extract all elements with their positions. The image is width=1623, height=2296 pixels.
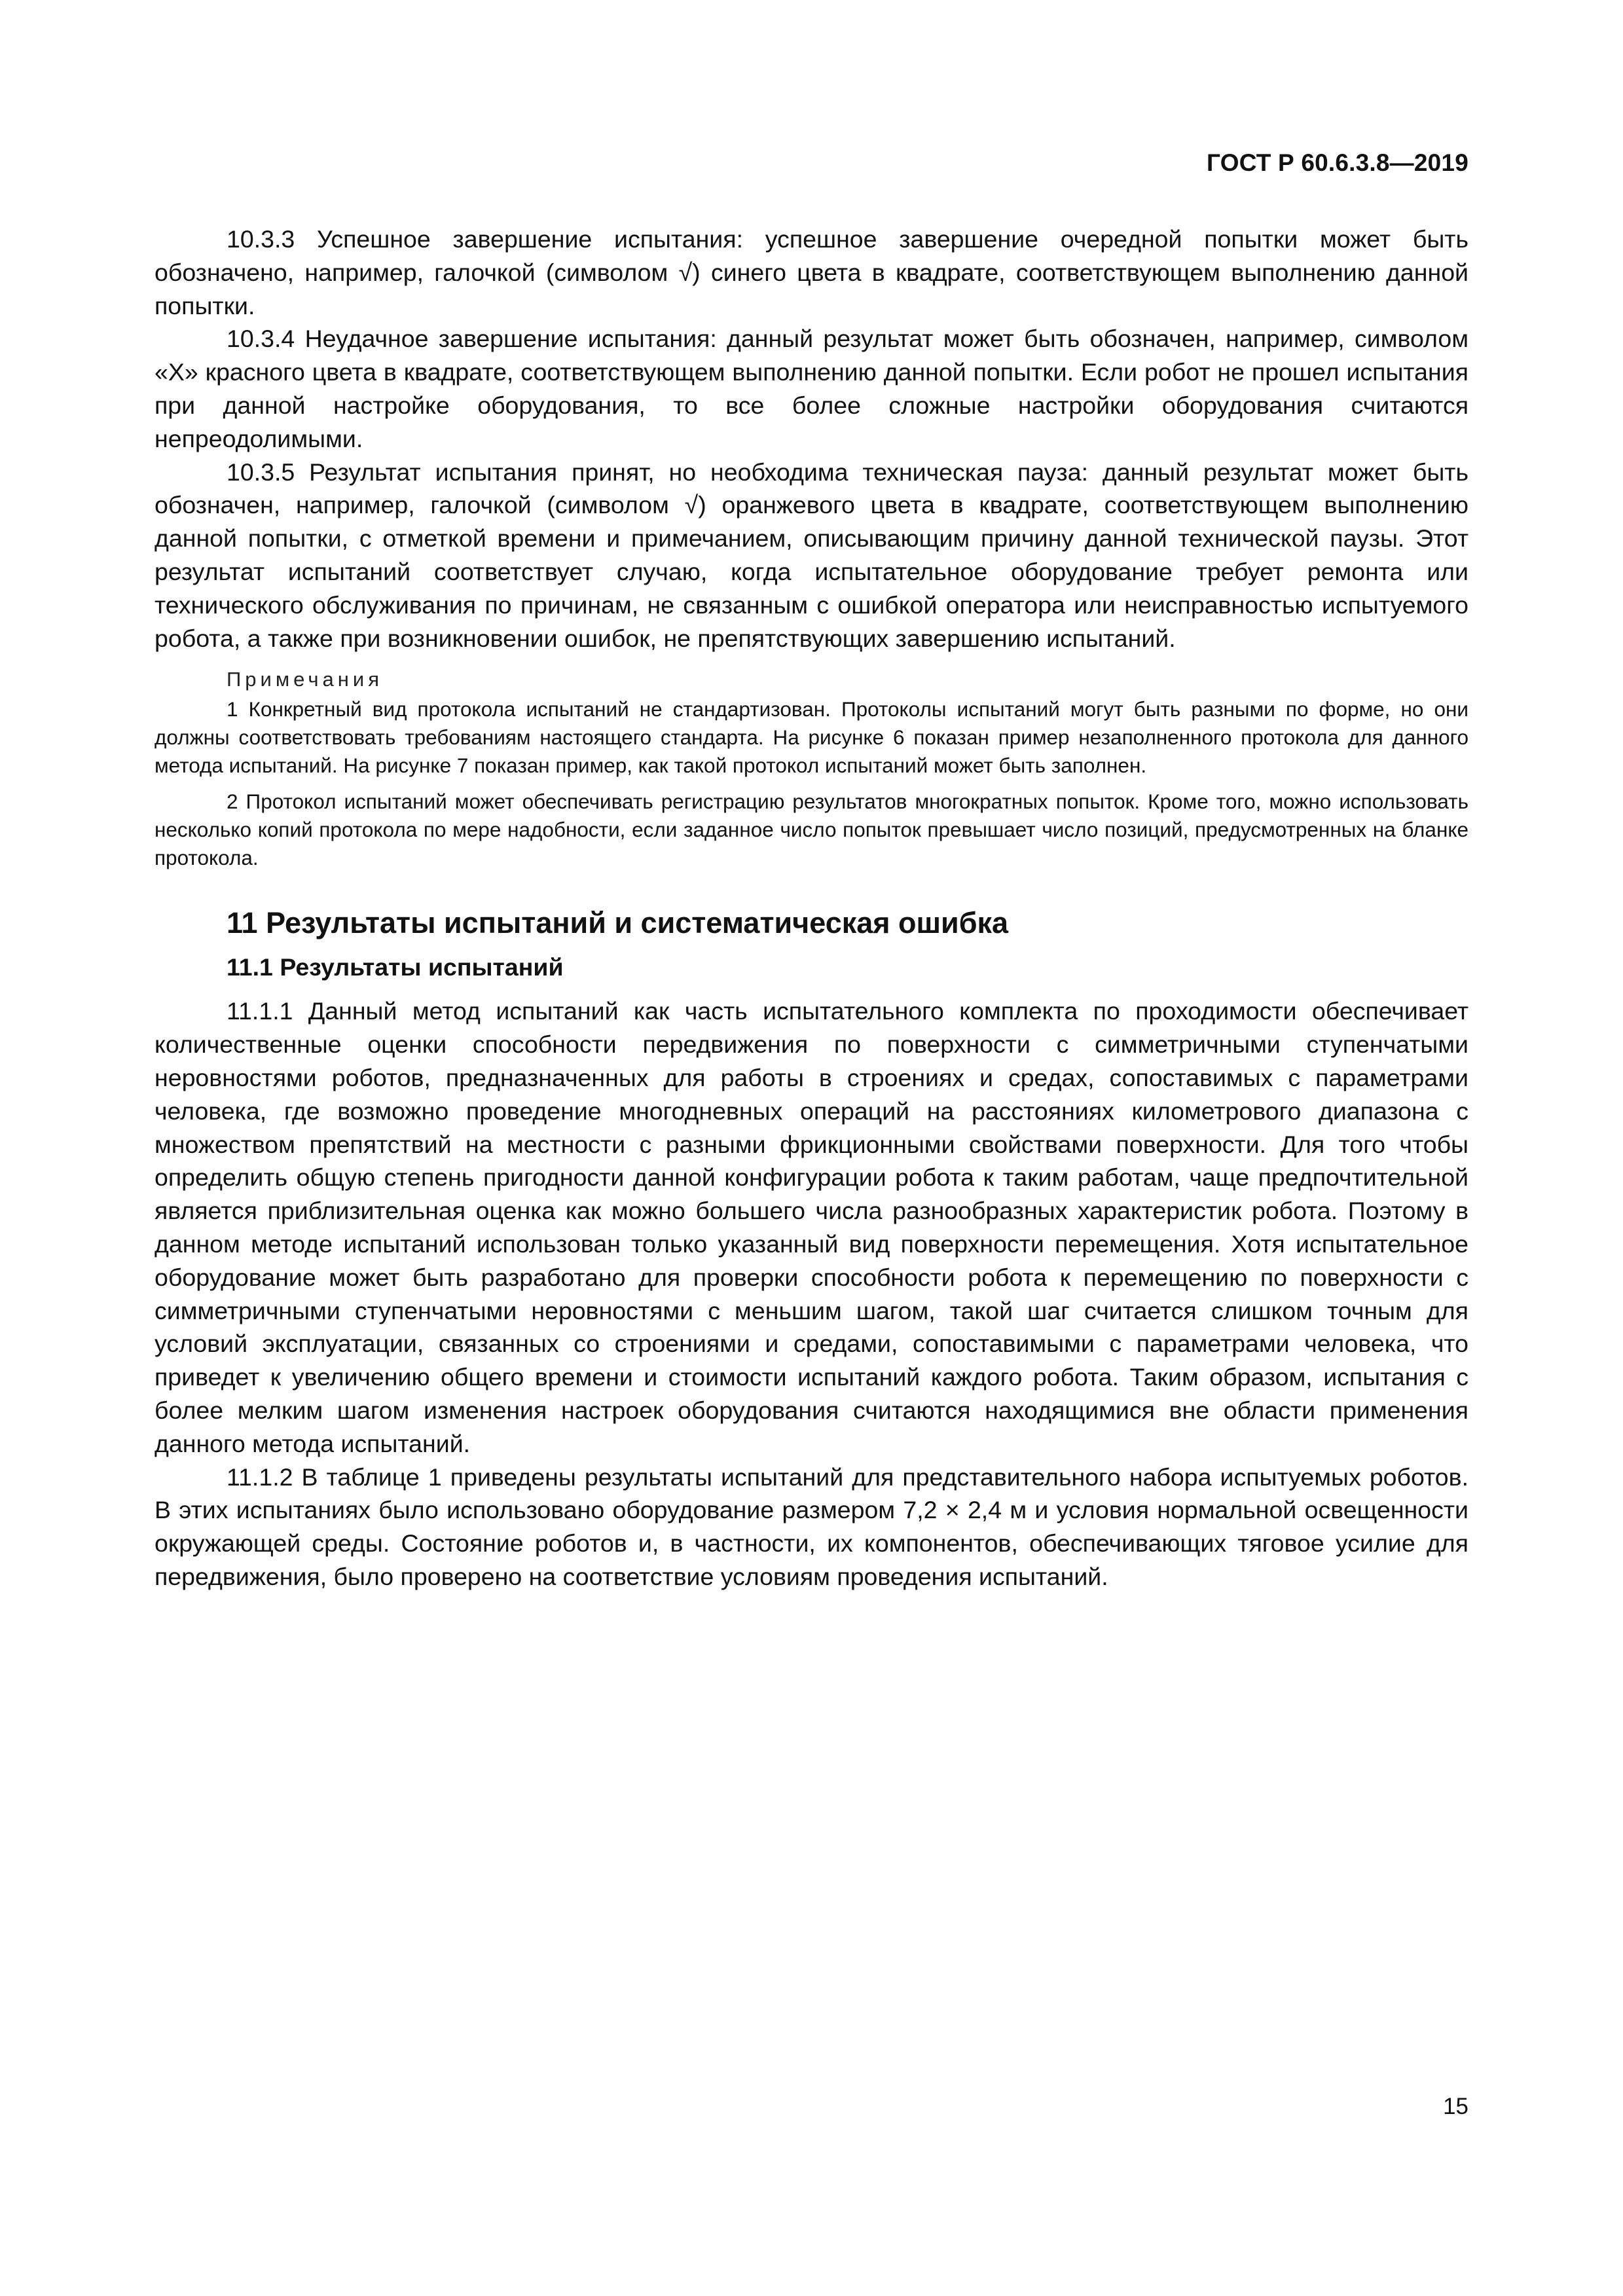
paragraph-10-3-4: 10.3.4 Неудачное завершение испытания: данный результат может быть обозначен, например, символом «Х» красного цвета в квадрате, соответствующем выполнению данной попытки. Если робот не прошел испытания при данной настройке оборудования, то все более сложные настройки оборудования считаются непреодолимыми.	[155, 325, 1468, 452]
note-1: 1 Конкретный вид протокола испытаний не стандартизован. Протоколы испытаний могут быть разными по форме, но они должны соответствовать требованиям настоящего стандарта. На рисунке 6 показан пример незаполненного протокола для данного метода испытаний. На рисунке 7 показан пример, как такой протокол испытаний может быть заполнен.	[155, 697, 1468, 778]
page-number: 15	[1443, 2094, 1468, 2119]
paragraph-10-3-5: 10.3.5 Результат испытания принят, но необходима техническая пауза: данный результат может быть обозначен, например, галочкой (символом √) оранжевого цвета в квадрате, соответствующем выполнению данной попытки, с отметкой времени и примечанием, описывающим причину данной технической паузы. Этот результат испытаний соответствует случаю, когда испытательное оборудование требует ремонта или технического обслуживания по причинам, не связанным с ошибкой оператора или неисправностью испытуемого робота, а также при возникновении ошибок, не препятствующих завершению испытаний.	[155, 458, 1468, 652]
paragraph-11-1-1: 11.1.1 Данный метод испытаний как часть испытательного комплекта по проходимости обеспечивает количественные оценки способности передвижения по поверхности с симметричными ступенчатыми неровностями роботов, предназначенных для работы в строениях и средах, сопоставимых с параметрами человека, где возможно проведение многодневных операций на расстояниях километрового диапазона с множеством препятствий на местности с разными фрикционными свойствами поверхности. Для того чтобы определить общую степень пригодности данной конфигурации робота к таким работам, чаще предпочтительной является приблизительная оценка как можно большего числа разнообразных характеристик робота. Поэтому в данном методе испытаний использован только указанный вид поверхности перемещения. Хотя испытательное оборудование может быть разработано для проверки способности робота к перемещению по поверхности с симметричными ступенчатыми неровностями с меньшим шагом, такой шаг считается слишком точным для условий эксплуатации, связанных со строениями и средами, сопоставимыми с параметрами человека, что приведет к увеличению общего времени и стоимости испытаний каждого робота. Таким образом, испытания с более мелким шагом изменения настроек оборудования считаются находящимися вне области применения данного метода испытаний.	[155, 997, 1468, 1457]
paragraph-10-3-3: 10.3.3 Успешное завершение испытания: успешное завершение очередной попытки может быть обозначено, например, галочкой (символом √) синего цвета в квадрате, соответствующем выполнению данной попытки.	[155, 225, 1468, 319]
subsection-heading-11-1: 11.1 Результаты испытаний	[227, 953, 564, 981]
document-code: ГОСТ Р 60.6.3.8—2019	[1207, 149, 1468, 176]
note-2: 2 Протокол испытаний может обеспечивать регистрацию результатов многократных попыток. Кроме того, можно использовать несколько копий протокола по мере надобности, если заданное число попыток превышает число позиций, предусмотренных на бланке протокола.	[155, 790, 1468, 870]
paragraph-11-1-2: 11.1.2 В таблице 1 приведены результаты испытаний для представительного набора испытуемых роботов. В этих испытаниях было использовано оборудование размером 7,2 × 2,4 м и условия нормальной освещенности окружающей среды. Состояние роботов и, в частности, их компонентов, обеспечивающих тяговое усилие для передвижения, было проверено на соответствие условиям проведения испытаний.	[155, 1463, 1468, 1590]
notes-title: Примечания	[227, 668, 383, 691]
section-heading-11: 11 Результаты испытаний и систематическая ошибка	[227, 906, 1009, 940]
page-body	[155, 223, 1468, 1594]
